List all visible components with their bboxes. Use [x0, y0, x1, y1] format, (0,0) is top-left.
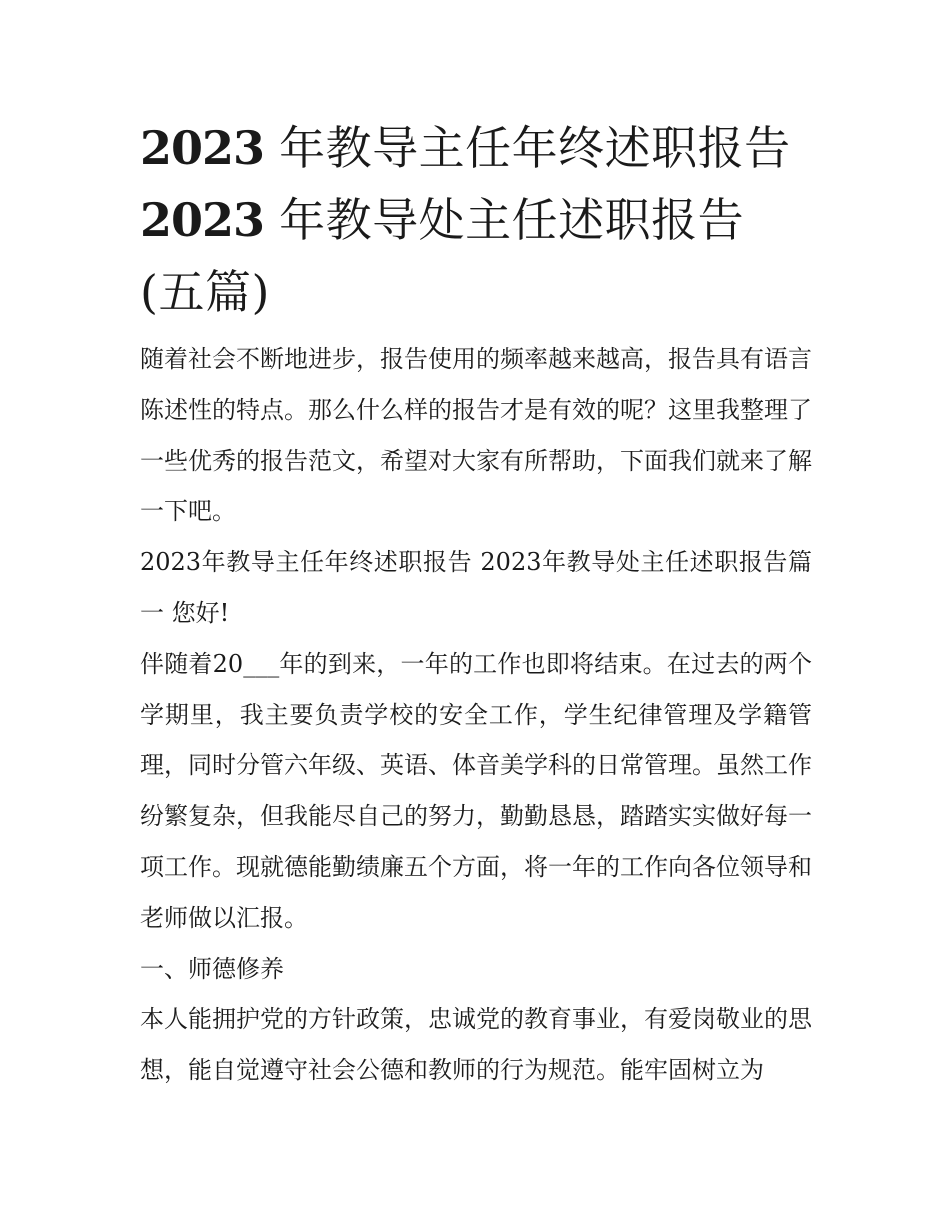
title-text-1: 年教导主任年终述职报告: [279, 121, 791, 175]
title-line-3: (五篇): [140, 265, 270, 319]
title-year-2: 2023: [140, 193, 265, 247]
body-paragraph: 伴随着20___年的到来，一年的工作也即将结束。在过去的两个学期里，我主要负责学校的安全工作，学生纪律管理及学籍管理，同时分管六年级、英语、体音美学科的日常管理。虽然工作纷繁复杂，但我能尽自己的努力，勤勤恳恳，踏踏实实做好每一项工作。现就德能勤绩廉五个方面，将一年的工作向各位领导和老师做以汇报。: [140, 649, 812, 932]
section-heading-paragraph: 2023年教导主任年终述职报告 2023年教导处主任述职报告篇一 您好!: [140, 548, 812, 627]
title-line-2: [140, 184, 812, 256]
title-year-1: 2023: [140, 121, 265, 175]
intro-paragraph: 随着社会不断地进步，报告使用的频率越来越高，报告具有语言陈述性的特点。那么什么样的报告才是有效的呢？这里我整理了一些优秀的报告范文，希望对大家有所帮助，下面我们就来了解一下吧。: [140, 345, 812, 526]
body-paragraph-shide: 本人能拥护党的方针政策，忠诚党的教育事业，有爱岗敬业的思想，能自觉遵守社会公德和教师的行为规范。能牢固树立为: [140, 1005, 812, 1085]
title-line-1: [140, 112, 812, 184]
section-heading-shide: 一、师德修养: [140, 954, 284, 983]
document-page: [140, 112, 812, 1096]
document-title: [140, 112, 812, 328]
title-text-2: 年教导处主任述职报告: [279, 193, 745, 247]
